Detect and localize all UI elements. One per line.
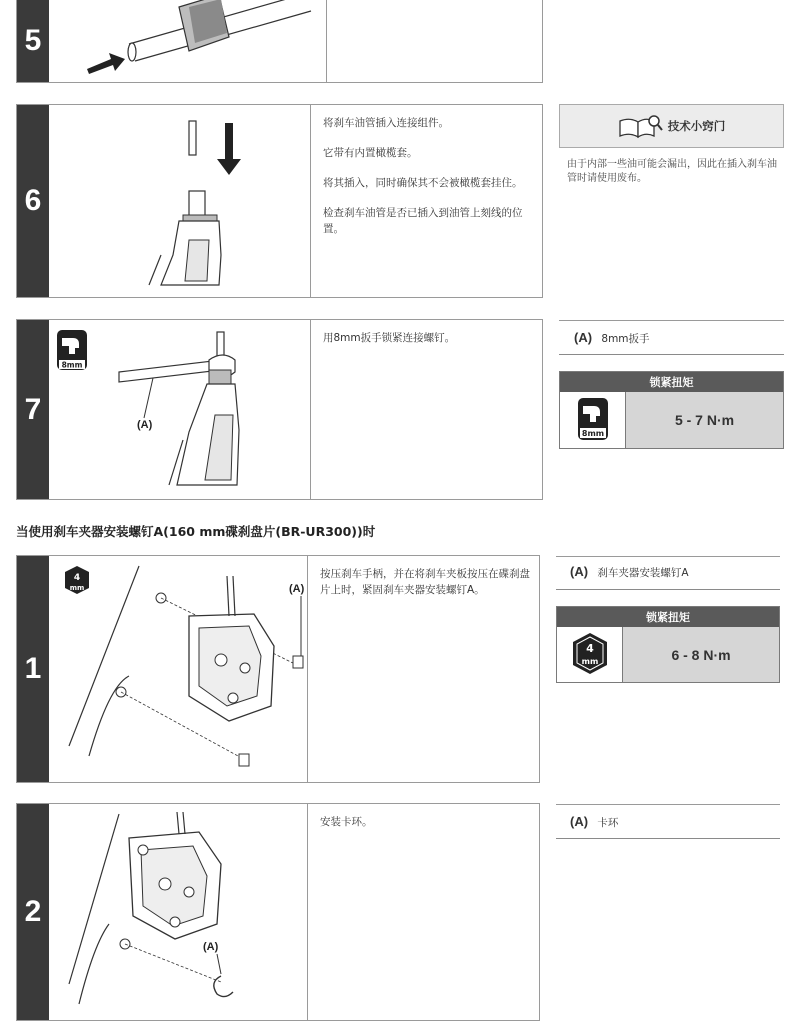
step-number: 6 bbox=[17, 105, 49, 297]
torque-icon-cell bbox=[557, 627, 623, 682]
step-number: 7 bbox=[17, 320, 49, 499]
label-text: 刹车夹器安装螺钉A bbox=[597, 567, 689, 579]
divider bbox=[559, 354, 784, 355]
step-paragraph: 它带有内置橄榄套。 bbox=[323, 147, 418, 159]
label-text: 8mm扳手 bbox=[601, 333, 650, 345]
wrench-8mm-icon bbox=[560, 392, 626, 448]
wrench-tightening-illustration bbox=[49, 320, 311, 501]
label-A: (A) bbox=[574, 330, 593, 345]
step-illustration bbox=[49, 0, 327, 82]
hose-olive-illustration bbox=[49, 105, 311, 299]
icon-badge-label: 8mm bbox=[581, 429, 605, 438]
torque-header: 锁紧扭矩 bbox=[557, 607, 779, 627]
step-illustration bbox=[49, 804, 308, 1020]
torque-value: 5 - 7 N·m bbox=[626, 392, 783, 448]
step-7 bbox=[16, 319, 543, 500]
torque-icon-cell bbox=[560, 392, 626, 448]
step-6 bbox=[16, 104, 543, 298]
step-5 bbox=[16, 0, 543, 83]
label-text: 卡环 bbox=[597, 817, 619, 829]
step-illustration bbox=[49, 320, 311, 499]
book-magnifier-icon bbox=[618, 113, 664, 139]
divider bbox=[556, 556, 780, 557]
step-paragraph: 安装卡环。 bbox=[320, 816, 373, 828]
torque-table bbox=[559, 371, 784, 449]
step-text bbox=[323, 115, 533, 251]
label-A: (A) bbox=[570, 814, 589, 829]
callout-A: (A) bbox=[289, 583, 305, 595]
snap-ring-illustration bbox=[49, 804, 308, 1022]
tech-tips-body: 由于内部一些油可能会漏出，因此在插入刹车油管时请使用废布。 bbox=[567, 159, 777, 184]
hex-badge-top: 4 bbox=[73, 573, 81, 583]
side-label-row bbox=[570, 564, 689, 580]
hex-badge-bottom: mm bbox=[69, 584, 85, 592]
hose-insertion-illustration bbox=[49, 0, 327, 84]
step-paragraph: 检查刹车油管是否已插入到油管上刻线的位置。 bbox=[323, 207, 523, 235]
callout-A: (A) bbox=[203, 941, 219, 953]
divider bbox=[556, 838, 780, 839]
tech-tips-header bbox=[559, 104, 784, 148]
step-b2 bbox=[16, 803, 540, 1021]
icon-badge-bottom: mm bbox=[581, 657, 599, 666]
step-number: 1 bbox=[17, 556, 49, 782]
tool-badge-label: 8mm bbox=[61, 360, 83, 370]
side-label-row bbox=[570, 814, 618, 830]
step-number: 2 bbox=[17, 804, 49, 1020]
caliper-mounting-illustration bbox=[49, 556, 308, 784]
tech-tips-title: 技术小窍门 bbox=[667, 119, 726, 133]
step-illustration bbox=[49, 556, 308, 782]
step-text bbox=[320, 566, 532, 612]
hex-4mm-icon bbox=[557, 627, 623, 683]
step-text bbox=[320, 814, 532, 844]
torque-table bbox=[556, 606, 780, 683]
step-number: 5 bbox=[17, 0, 49, 82]
label-A: (A) bbox=[570, 564, 589, 579]
torque-value: 6 - 8 N·m bbox=[623, 627, 779, 682]
section-title: 当使用刹车夹器安装螺钉A(160 mm碟刹盘片(BR-UR300))时 bbox=[16, 524, 376, 539]
torque-header: 锁紧扭矩 bbox=[560, 372, 783, 392]
step-paragraph: 将刹车油管插入连接组件。 bbox=[323, 117, 449, 129]
step-b1 bbox=[16, 555, 540, 783]
icon-badge-top: 4 bbox=[586, 642, 594, 655]
step-paragraph: 将其插入，同时确保其不会被橄榄套挂住。 bbox=[323, 177, 523, 189]
step-text bbox=[323, 330, 533, 360]
divider bbox=[556, 804, 780, 805]
step-illustration bbox=[49, 105, 311, 297]
divider bbox=[556, 589, 780, 590]
side-label-row bbox=[574, 330, 650, 346]
step-paragraph: 按压刹车手柄，并在将刹车夹板按压在碟刹盘片上时，紧固刹车夹器安装螺钉A。 bbox=[320, 568, 530, 596]
step-paragraph: 用8mm扳手锁紧连接螺钉。 bbox=[323, 332, 456, 344]
callout-A: (A) bbox=[137, 419, 153, 431]
tech-tips-box bbox=[559, 104, 784, 194]
divider bbox=[559, 320, 784, 321]
